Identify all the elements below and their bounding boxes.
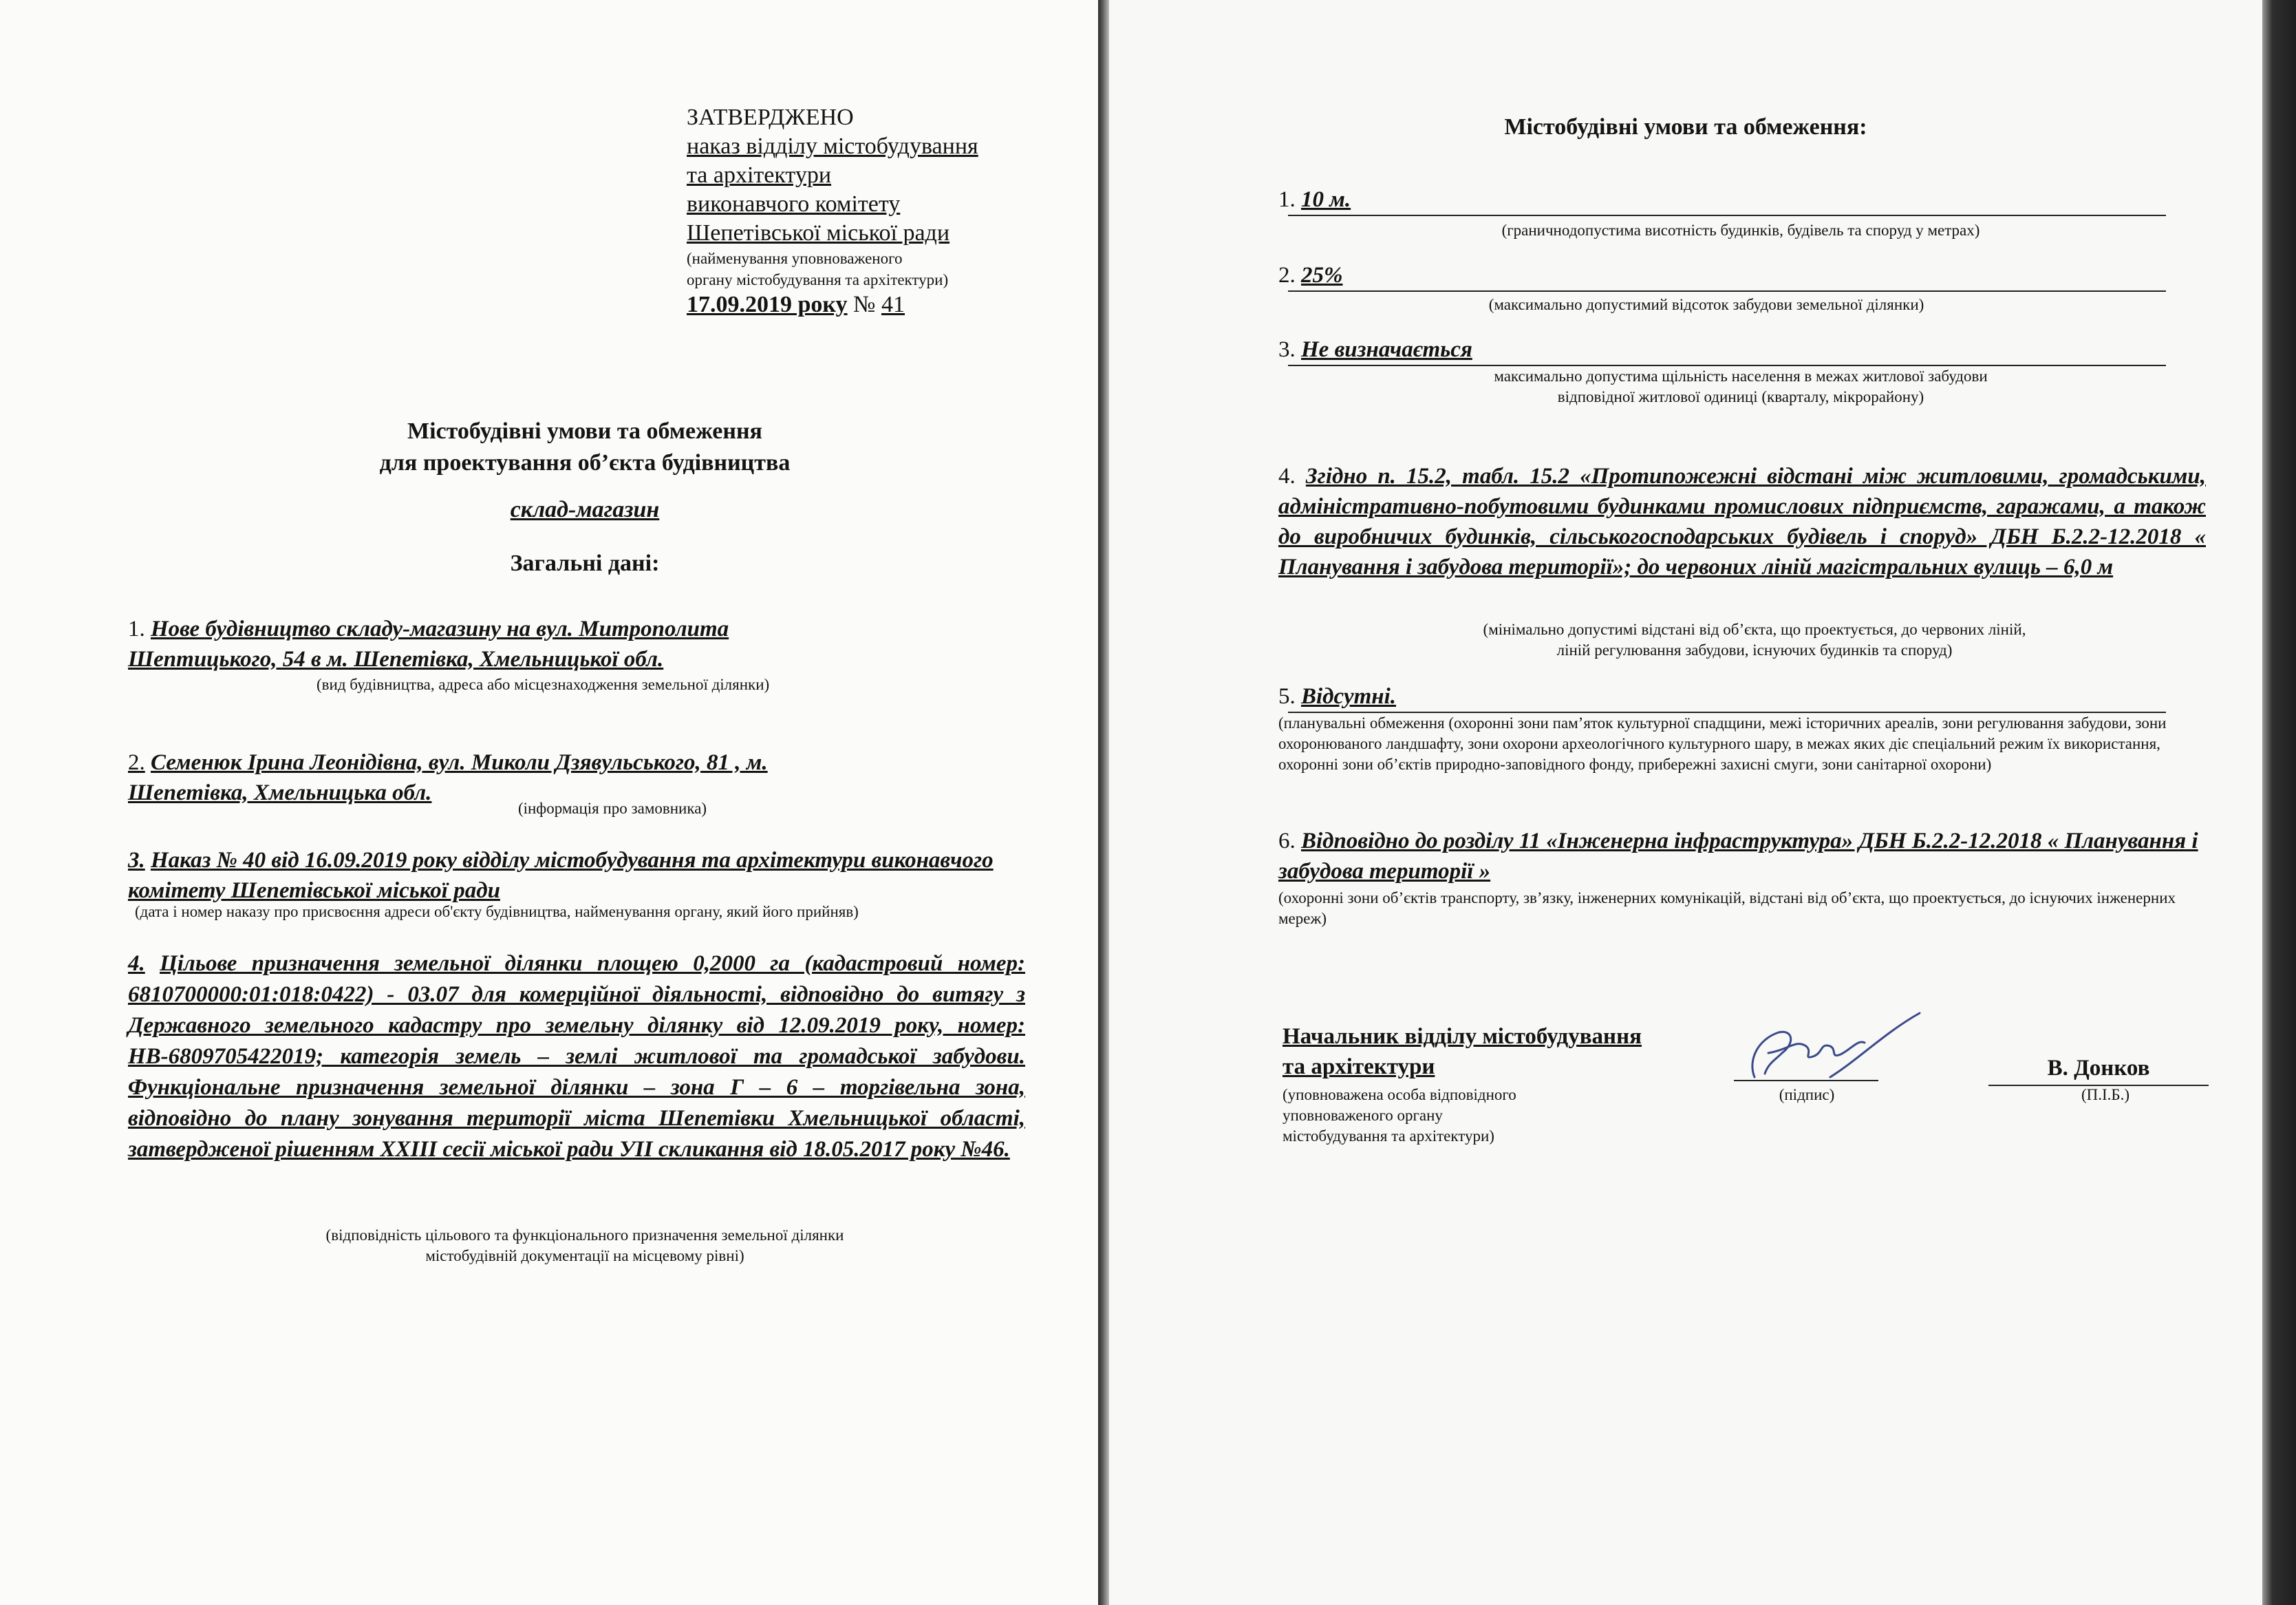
signatory-position-line: та архітектури [1283, 1054, 1435, 1079]
condition-item-5 [1278, 681, 2166, 712]
fill-line [1288, 290, 2166, 292]
signatory-position [1283, 1021, 1723, 1082]
approval-org-line: виконавчого комітету [687, 191, 901, 217]
item-value: Семенюк Ірина Леонідівна, вул. Миколи Дзявульського, 81 , м. Шепетівка, Хмельницька обл. [128, 750, 768, 805]
name-caption: (П.І.Б.) [2081, 1086, 2130, 1103]
item-number: 4. [128, 951, 145, 976]
item-caption-line: (відповідність цільового та функціонального призначення земельної ділянки [325, 1226, 844, 1244]
approval-org-line: Шепетівської міської ради [687, 220, 950, 246]
approval-block [687, 103, 1072, 319]
object-name-text: склад-магазин [510, 497, 660, 522]
item-caption: (дата і номер наказу про присвоєння адреси об'єкту будівництва, найменування органу, який його прийняв) [135, 903, 859, 920]
item-number: 1. [1278, 187, 1296, 212]
conditions-title: Містобудівні умови та обмеження: [1504, 114, 1867, 140]
caption-line: містобудування та архітектури) [1283, 1127, 1494, 1145]
page-gutter [1098, 0, 1109, 1605]
caption-line: уповноваженого органу [1283, 1107, 1443, 1124]
general-data-heading: Загальні дані: [510, 551, 660, 576]
document-title-line: для проектування об’єкта будівництва [379, 450, 791, 476]
item-number: 3. [1278, 337, 1296, 362]
signatory-position-line: Начальник відділу містобудування [1283, 1024, 1642, 1049]
approval-org-line: та архітектури [687, 162, 832, 188]
item-value: Цільове призначення земельної ділянки площею 0,2000 га (кадастровий номер: 6810700000:01:018:0422) - 03.07 для комерційної діяльності, відповідно до витягу з Державного земельного кадастру про земельну ділянку від 12.09.2019 року, номер: НВ-6809705422019; категорія земель – землі житлової та громадської забудови. Функціональне призначення земельної ділянки – зона Г – 6 – торгівельна зона, відповідно до плану зонування території міста Шепетівки Хмельницької області, затвердженої рішенням XXIII сесії міської ради УІІ скликання від 18.05.2017 року №46. [128, 951, 1025, 1162]
document-title [275, 416, 894, 479]
approval-caption: (найменування уповноваженого [687, 250, 903, 267]
item-number: 1. [128, 617, 145, 641]
item-caption: (вид будівництва, адреса або місцезнаходження земельної ділянки) [316, 676, 770, 693]
item-value: Наказ № 40 від 16.09.2019 року відділу містобудування та архітектури виконавчого комітету Шепетівської міської ради [128, 848, 994, 903]
approval-number-label: № [853, 292, 876, 317]
item-caption-line: містобудівній документації на місцевому рівні) [425, 1247, 744, 1264]
signatory-position-caption [1283, 1085, 1668, 1147]
item-value: 10 м. [1301, 187, 1351, 212]
handwritten-signature [1727, 1012, 1927, 1087]
item-caption-line: відповідної житлової одиниці (кварталу, мікрорайону) [1557, 388, 1924, 405]
item-caption [1376, 619, 2133, 661]
item-caption: (планувальні обмеження (охоронні зони пам’яток культурної спадщини, межі історичних ареалів, зони регулювання забудови, зони охоронюваного ландшафту, зони охорони археологічного культурного шару, в межах яких діє спеціальний режим їх використання, охоронні зони об’єктів природно-заповідного фонду, прибережні захисні смуги, зони санітарної охорони) [1278, 714, 2167, 773]
caption-line: (уповноважена особа відповідного [1283, 1086, 1516, 1103]
document-title-line: Містобудівні умови та обмеження [407, 418, 762, 444]
approval-title: ЗАТВЕРДЖЕНО [687, 105, 854, 130]
item-caption: (граничнодопустима висотність будинків, будівель та споруд у метрах) [1501, 222, 1980, 239]
item-caption [206, 1225, 963, 1266]
item-caption-line: максимально допустима щільність населення в межах житлової забудови [1494, 368, 1988, 385]
signature-caption: (підпис) [1779, 1086, 1835, 1103]
item-caption: (охоронні зони об’єктів транспорту, зв’язку, інженерних комунікацій, відстані від об’єкта, що проектується, до існуючих інженерних мереж) [1278, 889, 2176, 927]
object-name [275, 497, 894, 523]
approval-date: 17.09.2019 року [687, 292, 848, 317]
item-number: 2. [128, 750, 145, 775]
item-value: Відсутні. [1301, 684, 1397, 709]
general-item-4 [128, 948, 1025, 1165]
item-value: Не визначається [1301, 337, 1472, 362]
item-caption [1397, 366, 2085, 407]
condition-item-4 [1278, 461, 2206, 582]
condition-item-6 [1278, 826, 2206, 886]
condition-item-2 [1278, 260, 2166, 290]
item-caption-line: ліній регулювання забудови, існуючих будинків та споруд) [1556, 641, 1953, 659]
fill-line [1288, 215, 2166, 216]
item-caption-line: (мінімально допустимі відстані від об’єкта, що проектується, до червоних ліній, [1483, 621, 2026, 638]
item-value: Згідно п. 15.2, табл. 15.2 «Протипожежні відстані між житловими, громадськими, адміністративно-побутовими будинками промислових підприємств, гаражами, а також до виробничих будинків, сільськогосподарських будівель і споруд» ДБН Б.2.2-12.2018 « Планування і забудова території»; до червоних ліній магістральних вулиць – 6,0 м [1278, 464, 2207, 580]
item-value: Нове будівництво складу-магазину на вул. Митрополита Шептицького, 54 в м. Шепетівка, Хмельницької обл. [128, 617, 729, 672]
approval-caption: органу містобудування та архітектури) [687, 271, 949, 288]
item-number: 4. [1278, 464, 1296, 489]
signatory-name: В. Донков [2047, 1056, 2150, 1081]
item-number: 6. [1278, 829, 1296, 853]
approval-org-line: наказ відділу містобудування [687, 134, 978, 159]
item-number: 5. [1278, 684, 1296, 709]
item-caption: (інформація про замовника) [517, 800, 707, 817]
item-caption: (максимально допустимий відсоток забудови земельної ділянки) [1488, 296, 1924, 313]
item-number: 3. [128, 848, 145, 873]
general-item-1 [128, 614, 850, 674]
item-number: 2. [1278, 263, 1296, 288]
condition-item-3 [1278, 334, 2166, 365]
item-value: 25% [1301, 263, 1343, 288]
item-value: Відповідно до розділу 11 «Інженерна інфраструктура» ДБН Б.2.2-12.2018 « Планування і забудова території » [1278, 829, 2198, 884]
approval-date-line [687, 290, 1072, 319]
condition-item-1 [1278, 184, 2166, 215]
scan-edge [2262, 0, 2296, 1605]
general-item-3 [128, 845, 1022, 906]
approval-number: 41 [881, 292, 905, 317]
